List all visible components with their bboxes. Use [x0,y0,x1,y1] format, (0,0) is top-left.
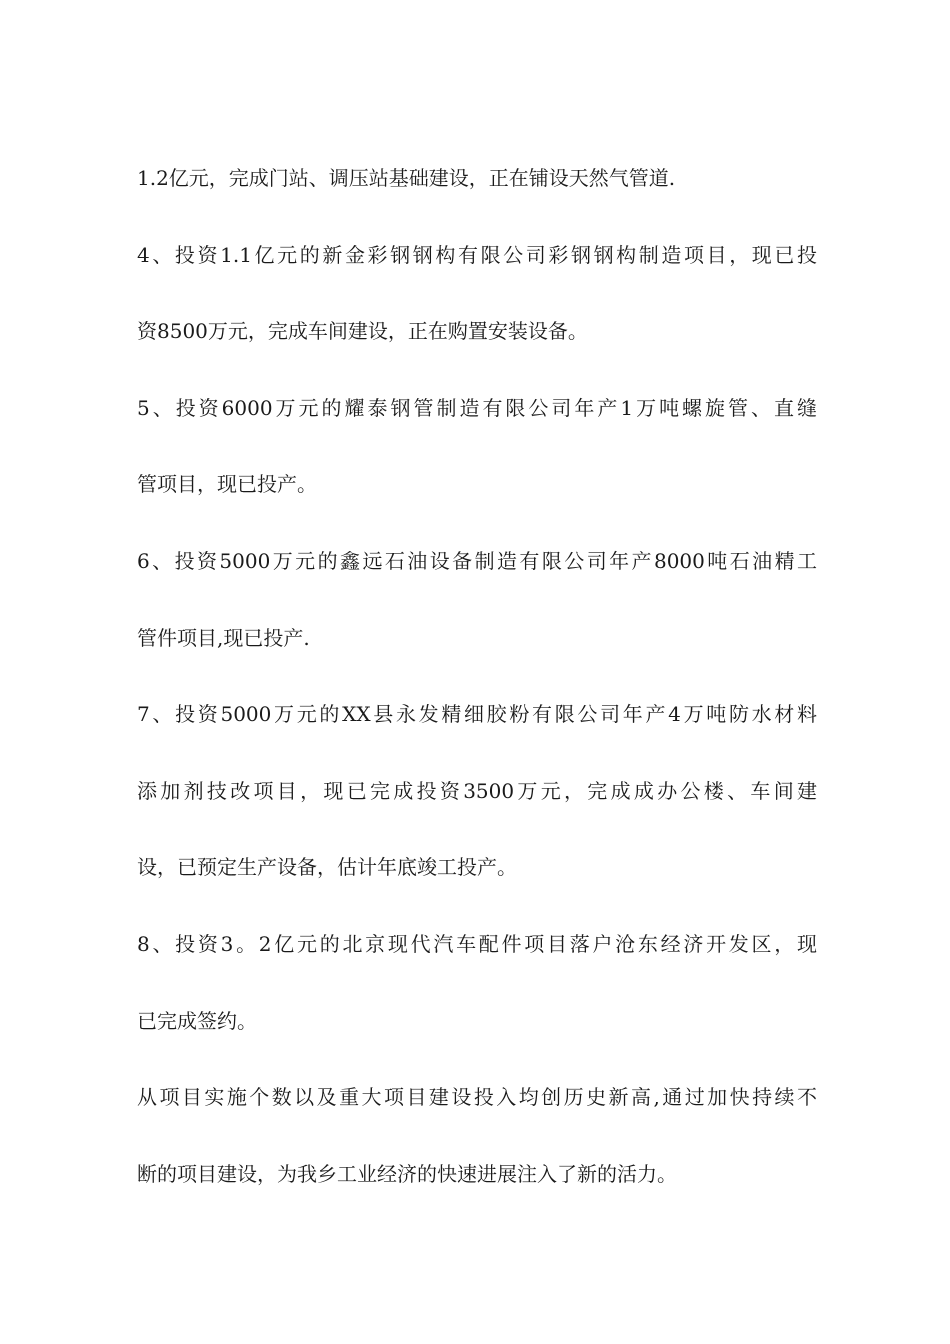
text-line: 7、投资5000万元的XX县永发精细胶粉有限公司年产4万吨防水材料 [137,702,817,727]
text-line: 从项目实施个数以及重大项目建设投入均创历史新高,通过加快持续不 [137,1085,817,1110]
text-line: 6、投资5000万元的鑫远石油设备制造有限公司年产8000吨石油精工 [137,548,817,573]
text-line: 管件项目,现已投产. [137,625,310,650]
text-line: 5、投资6000万元的耀泰钢管制造有限公司年产1万吨螺旋管、直缝 [137,395,817,420]
text-line: 已完成签约。 [137,1008,257,1033]
text-line: 资8500万元，完成车间建设，正在购置安装设备。 [137,319,588,344]
text-line: 添加剂技改项目，现已完成投资3500万元，完成成办公楼、车间建 [137,778,817,803]
text-line: 8、投资3。2亿元的北京现代汽车配件项目落户沧东经济开发区，现 [137,931,817,956]
text-line: 设，已预定生产设备，估计年底竣工投产。 [137,855,517,880]
text-line: 1.2亿元，完成门站、调压站基础建设，正在铺设天然气管道. [137,166,676,190]
document-body [137,140,817,1212]
text-line: 断的项目建设，为我乡工业经济的快速进展注入了新的活力。 [137,1161,677,1186]
text-line: 管项目，现已投产。 [137,472,317,497]
text-line: 4、投资1.1亿元的新金彩钢钢构有限公司彩钢钢构制造项目，现已投 [137,242,817,267]
